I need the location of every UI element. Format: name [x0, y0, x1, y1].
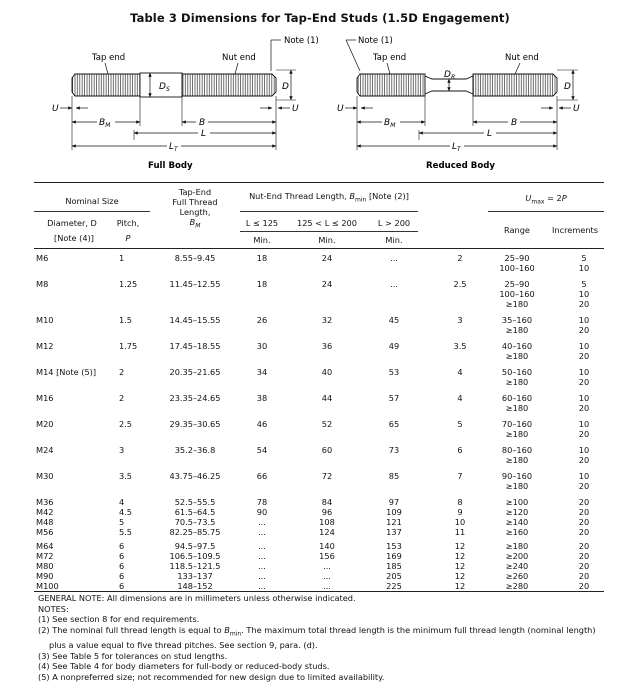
increment-value: 20 — [578, 481, 590, 492]
cell-range — [488, 571, 546, 581]
cell-bmin-le-125: 18 — [256, 253, 268, 264]
cell-bmin-le-125: 54 — [256, 445, 268, 456]
cell-bmin-le-125: ... — [258, 561, 266, 572]
cell-range — [488, 393, 546, 419]
cell-range — [488, 497, 546, 507]
full-ds-label: $D_S$ — [159, 82, 170, 93]
cell-diameter: M42 — [36, 507, 54, 518]
note-2-cont: plus a value equal to five thread pitches. See section 9, para. (d). — [49, 640, 318, 651]
table-row — [34, 279, 604, 315]
table-row — [34, 517, 604, 527]
min2-header: Min. — [318, 235, 336, 246]
cell-diameter: M12 — [36, 341, 54, 352]
cell-range — [488, 367, 546, 393]
reduced-dr-label: $D_R$ — [444, 70, 456, 81]
range-value: 60–160 — [501, 393, 533, 404]
cell-diameter: M14 [Note (5)] — [36, 367, 97, 378]
cell-umax: 11 — [454, 527, 466, 538]
cell-tapend-length: 23.35–24.65 — [169, 393, 221, 404]
cell-bmin-gt-200: ... — [390, 279, 398, 290]
full-b-label: B — [199, 118, 206, 128]
range-value: 35–160 — [501, 315, 533, 326]
cell-pitch: 1.5 — [119, 315, 133, 326]
notes-section — [38, 593, 618, 682]
table-row — [34, 315, 604, 341]
l-mid-header: 125 < L ≤ 200 — [284, 211, 370, 232]
range-value: ≥180 — [505, 403, 529, 414]
range-value: ≥240 — [505, 561, 529, 572]
full-body-caption: Full Body — [148, 161, 193, 171]
cell-tapend-length: 70.5–73.5 — [174, 517, 216, 528]
range-value: 50–160 — [501, 367, 533, 378]
cell-bmin-gt-200: 225 — [370, 581, 418, 592]
min3-header: Min. — [385, 235, 403, 246]
stud-figures — [0, 28, 640, 178]
increment-value: 10 — [578, 315, 590, 326]
cell-umax: 6 — [457, 445, 463, 456]
reduced-body-caption: Reduced Body — [426, 161, 495, 171]
cell-pitch: 6 — [119, 551, 125, 562]
cell-tapend-length: 61.5–64.5 — [174, 507, 216, 518]
cell-tapend-length: 8.55–9.45 — [174, 253, 216, 264]
increments-header: Increments — [551, 224, 598, 235]
cell-umax: 8 — [457, 497, 463, 508]
reduced-lt-label: $L_T$ — [452, 142, 461, 153]
tapend-header-sym: $B_M$ — [189, 217, 201, 230]
cell-increment — [546, 419, 604, 445]
table-row — [34, 367, 604, 393]
range-value: ≥180 — [505, 541, 529, 552]
increment-value: 20 — [578, 455, 590, 466]
pitch-sym-header: P — [125, 233, 131, 244]
reduced-u-right-label: U — [573, 104, 580, 114]
increment-value: 10 — [578, 341, 590, 352]
cell-range — [488, 341, 546, 367]
increment-value: 5 — [581, 253, 587, 264]
l-le-125-header: L ≤ 125 — [240, 211, 284, 232]
cell-bmin-le-125: 78 — [256, 497, 268, 508]
cell-umax: 4 — [457, 393, 463, 404]
cell-pitch: 3 — [119, 445, 125, 456]
cell-umax: 12 — [454, 551, 466, 562]
table-title: Table 3 Dimensions for Tap-End Studs (1.5D Engagement) — [130, 11, 510, 25]
increment-value: 20 — [578, 581, 590, 592]
range-value: ≥100 — [505, 497, 529, 508]
cell-range — [488, 315, 546, 341]
cell-bmin-gt-200: 45 — [388, 315, 400, 326]
increment-value: 20 — [578, 403, 590, 414]
cell-bmin-mid: 72 — [321, 471, 333, 482]
range-value: 80–160 — [501, 445, 533, 456]
diameter-note-header: [Note (4)] — [54, 233, 94, 244]
cell-bmin-gt-200: 73 — [388, 445, 400, 456]
cell-pitch: 4 — [119, 497, 125, 508]
cell-bmin-gt-200: 53 — [388, 367, 400, 378]
nominal-size-header: Nominal Size — [34, 183, 150, 212]
cell-increment — [546, 315, 604, 341]
increment-value: 20 — [578, 299, 590, 310]
cell-umax: 3.5 — [453, 341, 467, 352]
range-value: ≥180 — [505, 299, 529, 310]
range-value: ≥180 — [505, 429, 529, 440]
cell-bmin-le-125: ... — [258, 551, 266, 562]
cell-bmin-gt-200: 205 — [386, 571, 402, 582]
cell-tapend-length: 11.45–12.55 — [169, 279, 221, 290]
reduced-bm-label: $B_M$ — [384, 118, 396, 129]
reduced-body-figure — [337, 36, 580, 171]
cell-diameter: M64 — [36, 541, 54, 552]
cell-increment — [546, 445, 604, 471]
cell-bmin-mid: ... — [323, 571, 331, 582]
cell-bmin-gt-200: 49 — [388, 341, 400, 352]
table-row — [34, 393, 604, 419]
table-row — [34, 541, 604, 551]
table-row — [34, 551, 604, 561]
cell-increment — [546, 497, 604, 507]
cell-diameter: M100 — [34, 581, 106, 592]
cell-umax: 12 — [454, 541, 466, 552]
range-value: 25–90 — [504, 279, 530, 290]
cell-umax: 4 — [457, 367, 463, 378]
cell-range — [488, 551, 546, 561]
increment-value: 10 — [578, 471, 590, 482]
cell-tapend-length: 17.45–18.55 — [169, 341, 221, 352]
cell-bmin-le-125: 90 — [256, 507, 268, 518]
cell-bmin-mid: 32 — [321, 315, 333, 326]
tapend-header-2: Full Thread — [172, 197, 218, 207]
cell-increment — [546, 551, 604, 561]
cell-tapend-length: 14.45–15.55 — [169, 315, 221, 326]
cell-range — [488, 561, 546, 571]
full-nut-end-label: Nut end — [222, 53, 256, 63]
diameter-header: Diameter, D — [47, 217, 97, 228]
cell-range — [488, 527, 546, 541]
cell-diameter: M90 — [36, 571, 54, 582]
reduced-tap-thread — [357, 74, 425, 96]
cell-bmin-gt-200: 121 — [386, 517, 402, 528]
cell-bmin-mid: ... — [323, 561, 331, 572]
cell-diameter: M8 — [36, 279, 49, 290]
cell-increment — [546, 541, 604, 551]
note-4: (4) See Table 4 for body diameters for full-body or reduced-body studs. — [38, 661, 330, 672]
cell-tapend-length: 118.5–121.5 — [169, 561, 221, 572]
cell-bmin-le-125: 46 — [256, 419, 268, 430]
cell-diameter: M20 — [36, 419, 54, 430]
range-value: ≥280 — [505, 581, 529, 592]
table-row — [34, 341, 604, 367]
cell-tapend-length: 94.5–97.5 — [174, 541, 216, 552]
reduced-u-left-label: U — [337, 104, 344, 114]
cell-range — [488, 581, 546, 592]
cell-umax: 12 — [454, 561, 466, 572]
increment-value: 20 — [578, 551, 590, 562]
cell-pitch: 4.5 — [119, 507, 133, 518]
cell-diameter: M80 — [36, 561, 54, 572]
cell-range — [488, 517, 546, 527]
cell-increment — [546, 527, 604, 541]
cell-bmin-le-125: ... — [258, 541, 266, 552]
increment-value: 10 — [578, 393, 590, 404]
note-1: (1) See section 8 for end requirements. — [38, 614, 200, 625]
range-value: ≥120 — [505, 507, 529, 518]
cell-bmin-gt-200: ... — [390, 253, 398, 264]
cell-umax: 12 — [418, 581, 488, 592]
cell-range — [488, 249, 546, 280]
cell-bmin-mid: 124 — [319, 527, 335, 538]
cell-range — [488, 279, 546, 315]
increment-value: 20 — [578, 507, 590, 518]
cell-range — [488, 507, 546, 517]
cell-increment — [546, 561, 604, 571]
table-row — [34, 249, 604, 280]
cell-diameter: M30 — [36, 471, 54, 482]
min1-header: Min. — [253, 235, 271, 246]
cell-pitch: 1.75 — [119, 341, 138, 352]
cell-pitch: 2 — [119, 367, 125, 378]
increment-value: 20 — [578, 497, 590, 508]
range-value: ≥260 — [505, 571, 529, 582]
cell-pitch: 6 — [119, 571, 125, 582]
cell-bmin-le-125: 30 — [256, 341, 268, 352]
table-row — [34, 571, 604, 581]
table-body — [34, 249, 604, 592]
range-value: 25–90 — [504, 253, 530, 264]
cell-diameter: M72 — [36, 551, 54, 562]
cell-bmin-mid: 52 — [321, 419, 333, 430]
cell-increment — [546, 507, 604, 517]
cell-umax: 10 — [454, 517, 466, 528]
range-value: ≥180 — [505, 351, 529, 362]
cell-pitch: 5.5 — [119, 527, 133, 538]
cell-bmin-gt-200: 57 — [388, 393, 400, 404]
cell-diameter: M56 — [36, 527, 54, 538]
range-value: ≥160 — [505, 527, 529, 538]
cell-bmin-mid: 36 — [321, 341, 333, 352]
cell-tapend-length: 52.5–55.5 — [174, 497, 216, 508]
table-row — [34, 497, 604, 507]
cell-umax: 12 — [454, 571, 466, 582]
cell-increment — [546, 341, 604, 367]
cell-umax: 2.5 — [453, 279, 467, 290]
cell-bmin-mid: ... — [284, 581, 370, 592]
cell-tapend-length: 43.75–46.25 — [169, 471, 221, 482]
cell-bmin-gt-200: 97 — [388, 497, 400, 508]
cell-increment — [546, 471, 604, 497]
cell-bmin-le-125: ... — [258, 571, 266, 582]
cell-range — [488, 445, 546, 471]
cell-increment — [546, 581, 604, 592]
cell-bmin-mid: 24 — [321, 279, 333, 290]
cell-bmin-mid: 24 — [321, 253, 333, 264]
umax-header: $U_{max} = 2P$ — [488, 183, 604, 212]
cell-diameter: M10 — [36, 315, 54, 326]
reduced-d-label: D — [564, 82, 571, 92]
increment-value: 20 — [578, 517, 590, 528]
cell-bmin-mid: 140 — [319, 541, 335, 552]
range-value: 70–160 — [501, 419, 533, 430]
cell-diameter: M24 — [36, 445, 54, 456]
cell-pitch: 6 — [106, 581, 150, 592]
reduced-nut-thread — [473, 74, 557, 96]
cell-tapend-length: 29.35–30.65 — [169, 419, 221, 430]
range-value: ≥180 — [505, 481, 529, 492]
cell-umax: 2 — [457, 253, 463, 264]
cell-range — [488, 419, 546, 445]
table-row — [34, 419, 604, 445]
cell-pitch: 1 — [119, 253, 125, 264]
full-u-right-label: U — [292, 104, 299, 114]
increment-value: 20 — [578, 571, 590, 582]
full-tap-end-label: Tap end — [92, 53, 126, 63]
cell-tapend-length: 35.2–36.8 — [174, 445, 216, 456]
table-row — [34, 527, 604, 541]
range-value: ≥200 — [505, 551, 529, 562]
cell-umax: 5 — [457, 419, 463, 430]
full-l-label: L — [201, 129, 207, 139]
range-value: 100–160 — [499, 263, 535, 274]
cell-umax: 9 — [457, 507, 463, 518]
cell-bmin-mid: 60 — [321, 445, 333, 456]
cell-increment — [546, 517, 604, 527]
table-row — [34, 445, 604, 471]
full-note-label: Note (1) — [284, 36, 319, 46]
tapend-header-1: Tap-End — [178, 187, 212, 197]
reduced-tap-end-label: Tap end — [373, 53, 407, 63]
reduced-b-label: B — [511, 118, 518, 128]
full-lt-label: $L_T$ — [169, 142, 178, 153]
cell-bmin-le-125: ... — [240, 581, 284, 592]
l-gt-200-header: L > 200 — [370, 211, 418, 232]
cell-pitch: 5 — [119, 517, 125, 528]
cell-pitch: 2 — [119, 393, 125, 404]
cell-pitch: 6 — [119, 561, 125, 572]
cell-bmin-gt-200: 153 — [386, 541, 402, 552]
full-nut-thread — [182, 74, 276, 96]
pitch-header: Pitch, — [116, 217, 140, 228]
cell-bmin-gt-200: 85 — [388, 471, 400, 482]
full-d-label: D — [282, 82, 289, 92]
cell-bmin-gt-200: 65 — [388, 419, 400, 430]
cell-diameter: M6 — [36, 253, 49, 264]
cell-pitch: 1.25 — [119, 279, 138, 290]
cell-bmin-le-125: 26 — [256, 315, 268, 326]
increment-value: 20 — [578, 561, 590, 572]
notes-heading: NOTES: — [38, 603, 69, 614]
increment-value: 20 — [578, 377, 590, 388]
cell-increment — [546, 279, 604, 315]
cell-increment — [546, 249, 604, 280]
range-value: 40–160 — [501, 341, 533, 352]
cell-increment — [546, 367, 604, 393]
note-5: (5) A nonpreferred size; not recommended for new design due to limited availability. — [38, 671, 385, 682]
table-row — [34, 561, 604, 571]
cell-bmin-gt-200: 137 — [386, 527, 402, 538]
range-value: ≥180 — [505, 455, 529, 466]
cell-bmin-le-125: 66 — [256, 471, 268, 482]
cell-bmin-mid: 96 — [321, 507, 333, 518]
cell-bmin-gt-200: 185 — [386, 561, 402, 572]
cell-pitch: 3.5 — [119, 471, 133, 482]
increment-value: 20 — [578, 527, 590, 538]
cell-diameter: M48 — [36, 517, 54, 528]
note-2: (2) The nominal full thread length is equal to $B_{min}$. The maximum total thread length is the minimum full thread length (nominal length) — [38, 624, 596, 638]
range-value: 90–160 — [501, 471, 533, 482]
increment-value: 5 — [581, 279, 587, 290]
increment-value: 10 — [578, 367, 590, 378]
tapend-header-3: Length, — [179, 207, 211, 217]
range-value: ≥180 — [505, 325, 529, 336]
full-body-figure — [52, 36, 319, 171]
cell-bmin-mid: 108 — [319, 517, 335, 528]
cell-umax: 7 — [457, 471, 463, 482]
cell-bmin-mid: 156 — [319, 551, 335, 562]
cell-tapend-length: 148–152 — [150, 581, 240, 592]
full-bm-label: $B_M$ — [99, 118, 111, 129]
full-u-left-label: U — [52, 104, 59, 114]
cell-bmin-gt-200: 169 — [386, 551, 402, 562]
cell-bmin-le-125: ... — [258, 517, 266, 528]
cell-range — [488, 471, 546, 497]
dimensions-table — [34, 182, 604, 592]
increment-value: 10 — [578, 445, 590, 456]
cell-bmin-le-125: ... — [258, 527, 266, 538]
nutend-header: Nut-End Thread Length, $B_{min}$ [Note (2)] — [240, 183, 418, 212]
cell-tapend-length: 20.35–21.65 — [169, 367, 221, 378]
table-row — [34, 507, 604, 517]
cell-pitch: 2.5 — [119, 419, 133, 430]
increment-value: 20 — [578, 429, 590, 440]
general-note: GENERAL NOTE: All dimensions are in millimeters unless otherwise indicated. — [38, 593, 356, 603]
increment-value: 10 — [578, 289, 590, 300]
cell-bmin-le-125: 18 — [256, 279, 268, 290]
cell-umax: 3 — [457, 315, 463, 326]
table-row — [34, 581, 604, 592]
cell-bmin-mid: 44 — [321, 393, 333, 404]
increment-value: 20 — [578, 541, 590, 552]
range-value: 100–160 — [499, 289, 535, 300]
cell-range — [488, 541, 546, 551]
range-value: ≥180 — [505, 377, 529, 388]
cell-pitch: 6 — [119, 541, 125, 552]
cell-bmin-mid: 84 — [321, 497, 333, 508]
increment-value: 20 — [578, 351, 590, 362]
cell-bmin-mid: 40 — [321, 367, 333, 378]
cell-diameter: M16 — [36, 393, 54, 404]
cell-increment — [546, 571, 604, 581]
reduced-note-label: Note (1) — [358, 36, 393, 46]
range-header: Range — [504, 224, 530, 235]
cell-tapend-length: 82.25–85.75 — [169, 527, 221, 538]
cell-bmin-le-125: 34 — [256, 367, 268, 378]
cell-tapend-length: 106.5–109.5 — [169, 551, 221, 562]
cell-bmin-gt-200: 109 — [386, 507, 402, 518]
cell-tapend-length: 133–137 — [177, 571, 213, 582]
increment-value: 20 — [578, 325, 590, 336]
note-3: (3) See Table 5 for tolerances on stud lengths. — [38, 650, 228, 661]
table-row — [34, 471, 604, 497]
increment-value: 10 — [578, 419, 590, 430]
reduced-nut-end-label: Nut end — [505, 53, 539, 63]
full-tap-thread — [72, 74, 140, 96]
cell-diameter: M36 — [36, 497, 54, 508]
cell-bmin-le-125: 38 — [256, 393, 268, 404]
increment-value: 10 — [578, 263, 590, 274]
reduced-l-label: L — [487, 129, 493, 139]
cell-increment — [546, 393, 604, 419]
range-value: ≥140 — [505, 517, 529, 528]
